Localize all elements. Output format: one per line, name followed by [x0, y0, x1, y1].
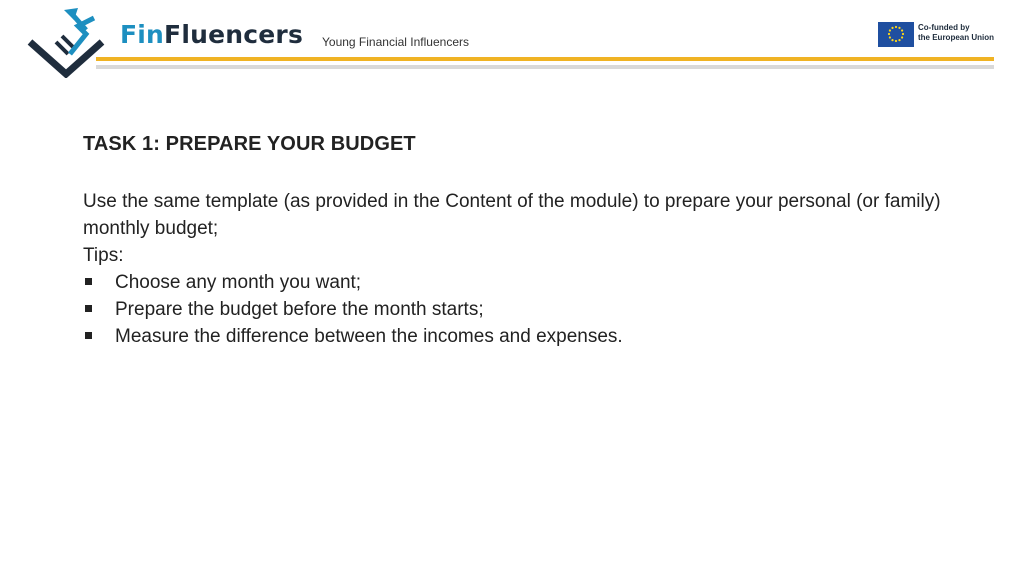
task-title: TASK 1: PREPARE YOUR BUDGET: [83, 133, 416, 155]
task-content: [83, 130, 983, 350]
eu-line-2: the European Union: [918, 33, 994, 42]
tagline: Young Financial Influencers: [322, 35, 469, 49]
tip-item: [83, 323, 973, 350]
tip-item: [83, 296, 973, 323]
eu-cofunded-text: [918, 23, 994, 43]
eu-flag-icon: [878, 22, 914, 47]
finfluencers-logo-icon: [26, 4, 106, 78]
brand-name: [120, 18, 303, 52]
tips-list: [83, 269, 973, 350]
tip-text: Prepare the budget before the month starts;: [115, 299, 484, 320]
tip-text: Choose any month you want;: [115, 272, 362, 293]
eu-line-1: Co-funded by: [918, 23, 970, 32]
header: [0, 0, 1024, 80]
header-rule-gold: [96, 57, 994, 61]
square-bullet-icon: [85, 332, 92, 339]
brand-fin: Fin: [120, 20, 165, 49]
task-instructions: Use the same template (as provided in the Content of the module) to prepare your personal (or family) monthly budget;: [83, 191, 941, 239]
task-body: [83, 188, 973, 350]
tip-item: [83, 269, 973, 296]
header-rule-gray: [96, 65, 994, 69]
brand-fluencers: Fluencers: [164, 20, 304, 49]
eu-cofunded-badge: [878, 22, 998, 50]
square-bullet-icon: [85, 305, 92, 312]
tip-text: Measure the difference between the incomes and expenses.: [115, 326, 623, 347]
tips-label: Tips:: [83, 245, 124, 266]
square-bullet-icon: [85, 278, 92, 285]
